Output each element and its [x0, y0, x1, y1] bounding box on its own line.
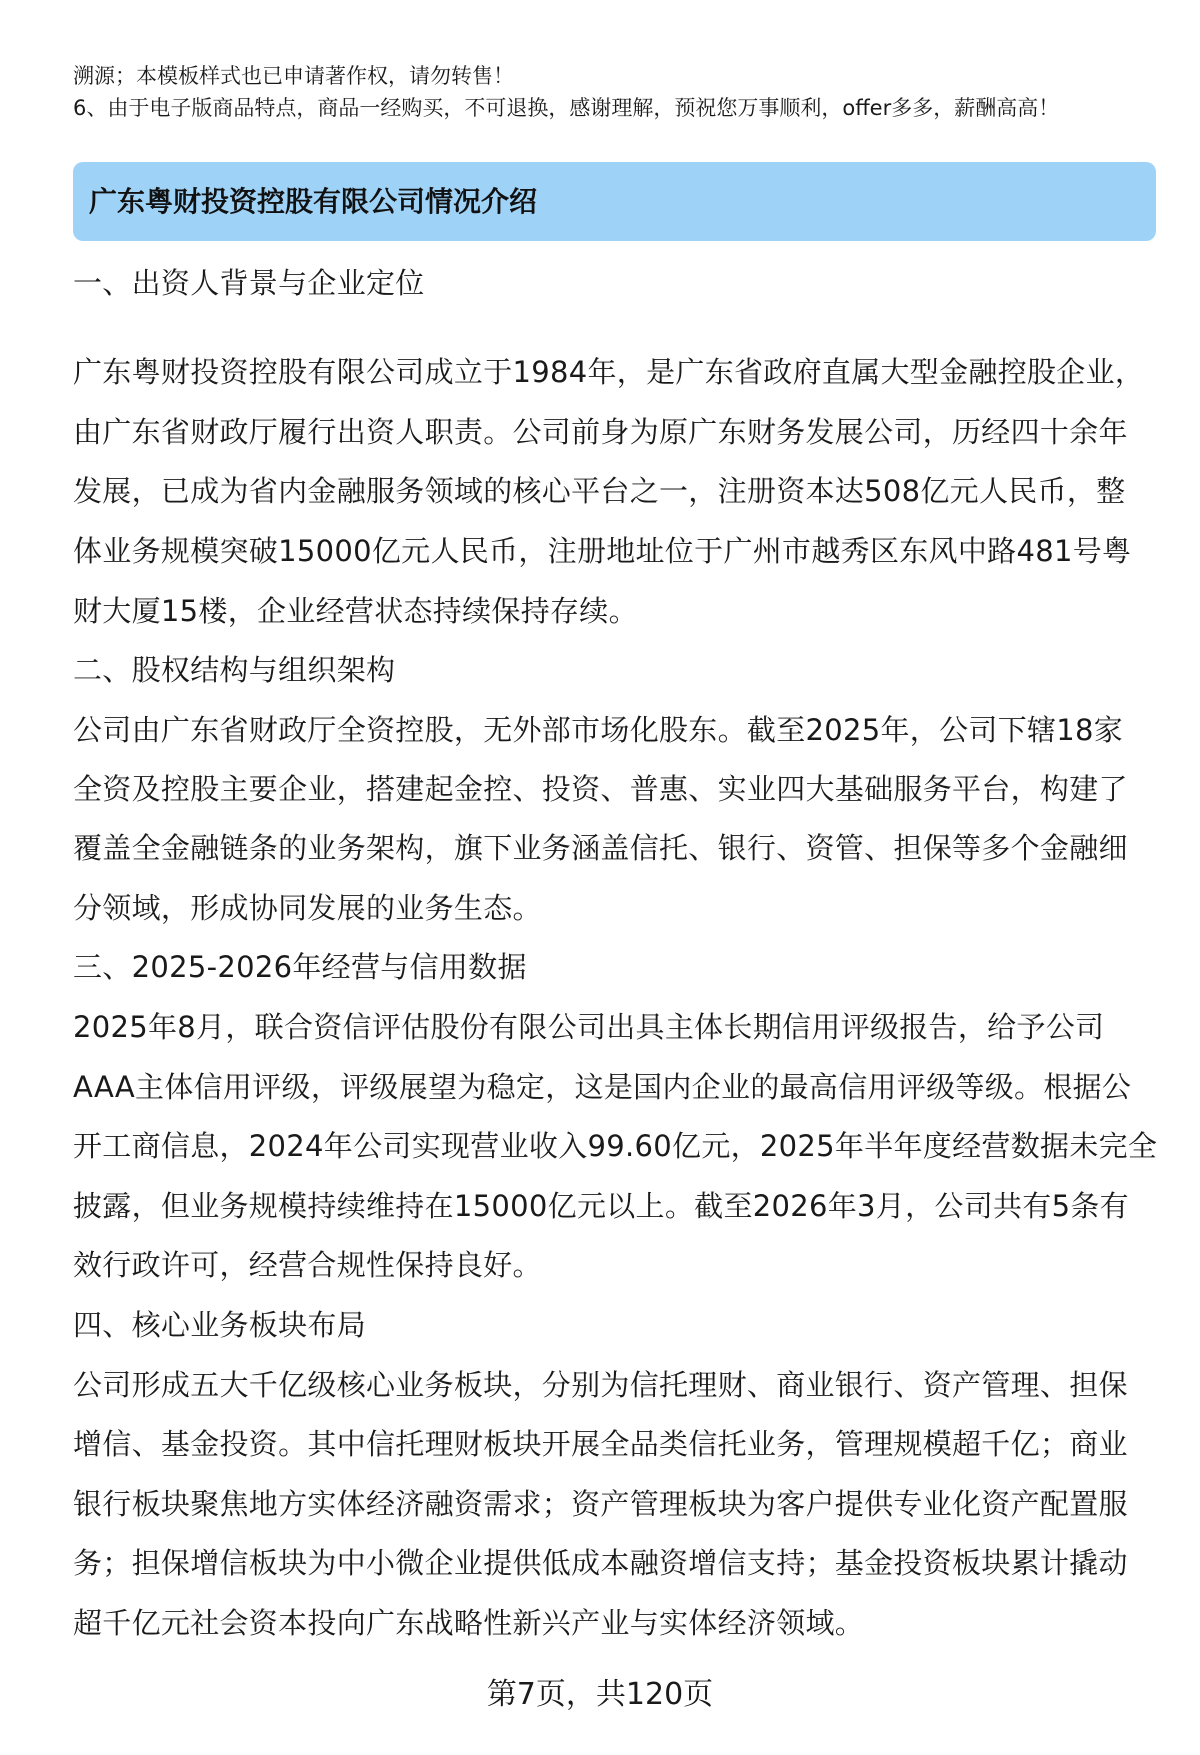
note-line: 6、由于电子版商品特点，商品一经购买，不可退换，感谢理解，预祝您万事顺利，offer多多，薪酬高高！ [73, 96, 1060, 120]
paragraph-line: 2025年8月，联合资信评估股份有限公司出具主体长期信用评级报告，给予公司 [73, 1010, 1105, 1044]
paragraph-line: 务；担保增信板块为中小微企业提供低成本融资增信支持；基金投资板块累计撬动 [73, 1546, 1128, 1580]
paragraph-line: 银行板块聚焦地方实体经济融资需求；资产管理板块为客户提供专业化资产配置服 [73, 1487, 1128, 1521]
paragraph-line: 发展，已成为省内金融服务领域的核心平台之一，注册资本达508亿元人民币，整 [73, 474, 1126, 508]
paragraph-line: 广东粤财投资控股有限公司成立于1984年，是广东省政府直属大型金融控股企业， [73, 355, 1145, 389]
paragraph-line: 公司形成五大千亿级核心业务板块，分别为信托理财、商业银行、资产管理、担保 [73, 1368, 1128, 1402]
paragraph-line: AAA主体信用评级，评级展望为稳定，这是国内企业的最高信用评级等级。根据公 [73, 1070, 1132, 1104]
paragraph-line: 覆盖全金融链条的业务架构，旗下业务涵盖信托、银行、资管、担保等多个金融细 [73, 831, 1128, 865]
section-banner [73, 162, 1156, 241]
paragraph-line: 超千亿元社会资本投向广东战略性新兴产业与实体经济领域。 [73, 1606, 865, 1640]
paragraph-line: 财大厦15楼，企业经营状态持续保持存续。 [73, 594, 638, 628]
section-heading: 二、股权结构与组织架构 [73, 653, 396, 687]
paragraph-line: 分领域，形成协同发展的业务生态。 [73, 891, 542, 925]
paragraph-line: 全资及控股主要企业，搭建起金控、投资、普惠、实业四大基础服务平台，构建了 [73, 772, 1128, 806]
paragraph-line: 披露，但业务规模持续维持在15000亿元以上。截至2026年3月，公司共有5条有 [73, 1189, 1129, 1223]
note-line: 溯源；本模板样式也已申请著作权，请勿转售！ [73, 64, 514, 88]
section-heading: 一、出资人背景与企业定位 [73, 266, 425, 300]
section-title: 广东粤财投资控股有限公司情况介绍 [89, 185, 538, 218]
page-number: 第7页，共120页 [486, 1677, 714, 1712]
section-heading: 四、核心业务板块布局 [73, 1308, 367, 1342]
paragraph-line: 增信、基金投资。其中信托理财板块开展全品类信托业务，管理规模超千亿；商业 [73, 1427, 1128, 1461]
section-heading: 三、2025-2026年经营与信用数据 [73, 950, 527, 984]
paragraph-line: 开工商信息，2024年公司实现营业收入99.60亿元，2025年半年度经营数据未完全 [73, 1129, 1158, 1163]
paragraph-line: 体业务规模突破15000亿元人民币，注册地址位于广州市越秀区东风中路481号粤 [73, 534, 1132, 568]
paragraph-line: 效行政许可，经营合规性保持良好。 [73, 1248, 542, 1282]
paragraph-line: 由广东省财政厅履行出资人职责。公司前身为原广东财务发展公司，历经四十余年 [73, 415, 1128, 449]
paragraph-line: 公司由广东省财政厅全资控股，无外部市场化股东。截至2025年，公司下辖18家 [73, 713, 1124, 747]
